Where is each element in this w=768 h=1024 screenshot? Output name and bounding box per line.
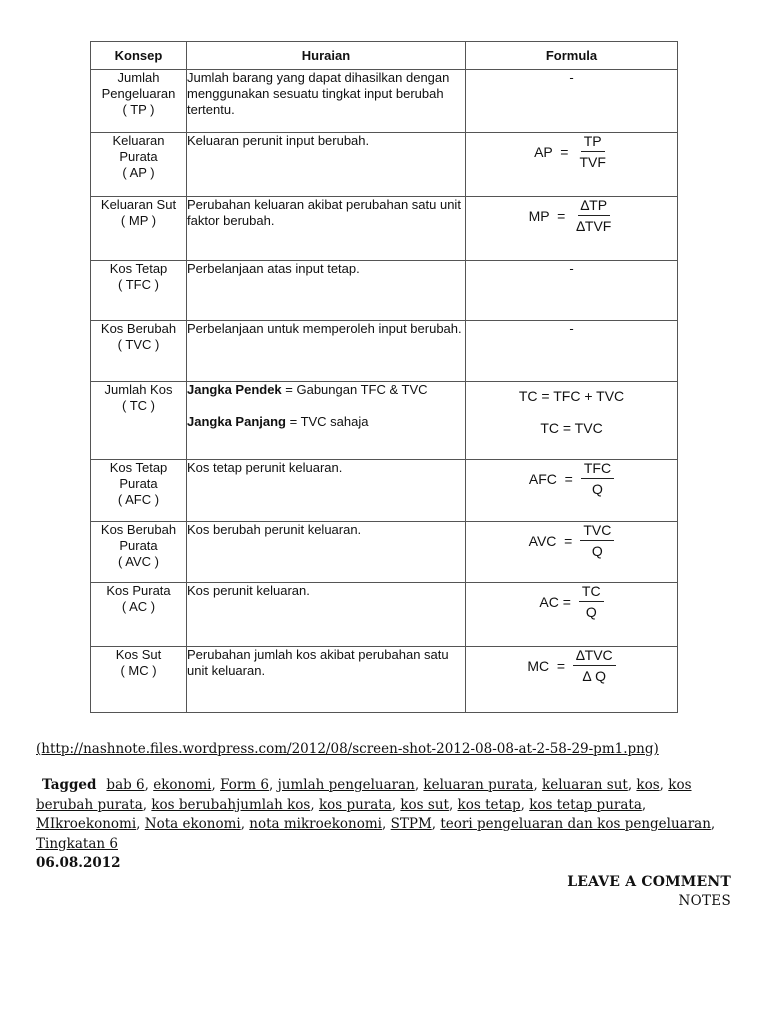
- konsep-cell: [91, 382, 187, 460]
- konsep-line: ( AFC ): [117, 492, 160, 507]
- formula-fraction: [529, 522, 615, 559]
- huraian-cell: [187, 522, 466, 583]
- fraction-numerator: TC: [579, 583, 604, 602]
- formula-cell: [466, 522, 678, 583]
- konsep-cell: [91, 197, 187, 261]
- konsep-line: Pengeluaran: [101, 86, 176, 101]
- konsep-line: Kos Tetap: [109, 460, 168, 475]
- formula-lhs: AFC =: [528, 470, 573, 487]
- fraction: [573, 647, 616, 684]
- konsep-line: ( TFC ): [118, 277, 159, 292]
- fraction-denominator: TVF: [579, 154, 606, 170]
- fraction: [581, 460, 614, 497]
- tag-link[interactable]: kos sut: [400, 796, 449, 813]
- concept-table-container: [90, 41, 677, 713]
- notes-category-link[interactable]: NOTES: [678, 893, 731, 909]
- formula-fraction: [527, 647, 615, 684]
- konsep-cell: [91, 133, 187, 197]
- table-row: [91, 382, 678, 460]
- tag-link[interactable]: kos berubahjumlah kos: [151, 796, 311, 813]
- table-row: [91, 70, 678, 133]
- formula-dash: -: [569, 321, 574, 336]
- konsep-line: ( MC ): [120, 663, 157, 678]
- konsep-line: ( AP ): [122, 165, 155, 180]
- formula-lhs: AVC =: [528, 532, 573, 549]
- table-row: [91, 522, 678, 583]
- tag-link[interactable]: kos tetap purata: [529, 796, 642, 813]
- konsep-line: Keluaran Sut: [100, 197, 177, 212]
- formula-cell: [466, 70, 678, 133]
- konsep-line: Jumlah Kos: [104, 382, 173, 397]
- fraction-numerator: TP: [581, 133, 605, 152]
- konsep-line: ( TP ): [122, 102, 155, 117]
- tagged-label: Tagged: [42, 777, 97, 793]
- fraction-numerator: TVC: [580, 522, 614, 541]
- konsep-line: Purata: [119, 149, 158, 164]
- post-date: 06.08.2012: [36, 855, 121, 871]
- konsep-line: Kos Berubah: [100, 321, 177, 336]
- konsep-line: ( TC ): [122, 398, 155, 413]
- huraian-cell: [187, 583, 466, 647]
- formula-cell: [466, 583, 678, 647]
- konsep-cell: [91, 647, 187, 713]
- konsep-cell: [91, 261, 187, 321]
- konsep-line: ( AVC ): [118, 554, 159, 569]
- tag-link[interactable]: kos purata: [318, 796, 392, 813]
- table-row: [91, 133, 678, 197]
- tag-list: bab 6, ekonomi, Form 6, jumlah pengeluaran, keluaran purata, keluaran sut, kos, kos berubah purata, kos berubahjumlah kos, kos purata, kos sut, kos tetap, kos tetap purata, MIkroekonomi, Nota ekonomi, nota mikroekonomi, STPM, teori pengeluaran dan kos pengeluaran, Tingkatan 6: [36, 777, 716, 852]
- fraction: [573, 197, 614, 234]
- formula-lhs: MP =: [528, 207, 566, 224]
- formula-cell: [466, 321, 678, 382]
- table-body: [91, 70, 678, 713]
- tag-link[interactable]: kos tetap: [457, 796, 521, 813]
- huraian-cell: [187, 460, 466, 522]
- formula-line: TC = TFC + TVC: [518, 388, 625, 404]
- konsep-line: Purata: [119, 476, 158, 491]
- konsep-line: ( MP ): [120, 213, 157, 228]
- konsep-line: Kos Berubah: [100, 522, 177, 537]
- header-huraian: Huraian: [187, 42, 466, 70]
- formula-line: TC = TVC: [540, 420, 603, 436]
- huraian-text: Jumlah barang yang dapat dihasilkan dengan menggunakan sesuatu tingkat input berubah tertentu.: [187, 70, 450, 117]
- konsep-line: Purata: [119, 538, 158, 553]
- konsep-line: Kos Sut: [115, 647, 162, 662]
- fraction-denominator: ∆TVF: [576, 218, 612, 234]
- fraction: [576, 133, 608, 170]
- konsep-cell: [91, 522, 187, 583]
- definition-line: [187, 382, 465, 398]
- tag-link[interactable]: nota mikroekonomi: [249, 816, 383, 832]
- konsep-line: ( TVC ): [117, 337, 160, 352]
- konsep-cell: [91, 321, 187, 382]
- leave-comment-link[interactable]: LEAVE A COMMENT: [567, 874, 731, 890]
- konsep-cell: [91, 460, 187, 522]
- fraction-numerator: ∆TP: [578, 197, 610, 216]
- table-row: [91, 460, 678, 522]
- huraian-cell: [187, 133, 466, 197]
- concept-table: [90, 41, 678, 713]
- tag-link[interactable]: teori pengeluaran dan kos pengeluaran: [440, 816, 711, 832]
- konsep-cell: [91, 583, 187, 647]
- definition-text: = TVC sahaja: [285, 414, 369, 429]
- table-row: [91, 583, 678, 647]
- definition-label: Jangka Pendek: [187, 382, 282, 397]
- huraian-cell: [187, 382, 466, 460]
- formula-fraction: [534, 133, 609, 170]
- formula-cell: [466, 133, 678, 197]
- tag-link[interactable]: jumlah pengeluaran: [277, 777, 415, 793]
- konsep-line: Keluaran: [112, 133, 165, 148]
- tag-link[interactable]: kos: [636, 777, 660, 793]
- huraian-text: Kos berubah perunit keluaran.: [187, 522, 362, 537]
- tag-link[interactable]: MIkroekonomi: [36, 816, 137, 832]
- konsep-line: Jumlah: [117, 70, 160, 85]
- fraction-numerator: ∆TVC: [573, 647, 616, 666]
- huraian-text: Perubahan jumlah kos akibat perubahan satu unit keluaran.: [187, 647, 449, 678]
- huraian-cell: [187, 70, 466, 133]
- source-link[interactable]: (http://nashnote.files.wordpress.com/2012/08/screen-shot-2012-08-08-at-2-58-29-pm1.png): [36, 741, 659, 757]
- huraian-cell: [187, 321, 466, 382]
- table-row: [91, 197, 678, 261]
- formula-lhs: AP =: [534, 143, 569, 160]
- formula-fraction: [539, 583, 603, 620]
- definition-label: Jangka Panjang: [187, 414, 286, 429]
- tag-link[interactable]: STPM: [390, 816, 432, 832]
- formula-dash: -: [569, 261, 574, 276]
- formula-cell: [466, 197, 678, 261]
- huraian-text: Kos tetap perunit keluaran.: [187, 460, 343, 475]
- table-header-row: [91, 42, 678, 70]
- definition-text: = Gabungan TFC & TVC: [281, 382, 428, 397]
- tag-link[interactable]: kos berubah purata: [36, 777, 692, 813]
- huraian-text: Keluaran perunit input berubah.: [187, 133, 370, 148]
- tag-link[interactable]: keluaran purata: [423, 777, 534, 793]
- tag-link[interactable]: bab 6: [106, 777, 145, 793]
- tag-link[interactable]: Form 6: [220, 777, 269, 793]
- tags-block: [36, 776, 726, 854]
- table-row: [91, 647, 678, 713]
- huraian-text: Perubahan keluaran akibat perubahan satu unit faktor berubah.: [187, 197, 461, 228]
- konsep-cell: [91, 70, 187, 133]
- formula-lhs: AC =: [539, 593, 571, 610]
- tag-link[interactable]: Nota ekonomi: [144, 816, 241, 832]
- fraction: [579, 583, 604, 620]
- fraction-denominator: Q: [591, 543, 603, 559]
- huraian-text: Perbelanjaan atas input tetap.: [187, 261, 360, 276]
- formula-cell: [466, 382, 678, 460]
- table-row: [91, 261, 678, 321]
- konsep-line: Kos Tetap: [109, 261, 168, 276]
- fraction-denominator: Q: [592, 481, 603, 497]
- tag-link[interactable]: Tingkatan 6: [36, 835, 118, 852]
- huraian-text: Kos perunit keluaran.: [187, 583, 310, 598]
- formula-lhs: MC =: [527, 657, 566, 674]
- header-konsep: Konsep: [91, 42, 187, 70]
- tag-link[interactable]: keluaran sut: [542, 777, 628, 793]
- fraction-denominator: Q: [585, 604, 597, 620]
- huraian-cell: [187, 197, 466, 261]
- konsep-line: Kos Purata: [106, 583, 171, 598]
- fraction-numerator: TFC: [581, 460, 614, 479]
- fraction: [580, 522, 614, 559]
- formula-dash: -: [569, 70, 574, 85]
- formula-fraction: [529, 460, 614, 497]
- table-row: [91, 321, 678, 382]
- formula-cell: [466, 647, 678, 713]
- formula-cell: [466, 261, 678, 321]
- definition-line: [187, 414, 465, 430]
- formula-fraction: [529, 197, 615, 234]
- formula-cell: [466, 460, 678, 522]
- konsep-line: ( AC ): [121, 599, 156, 614]
- tag-link[interactable]: ekonomi: [153, 777, 212, 793]
- huraian-text: Perbelanjaan untuk memperoleh input berubah.: [187, 321, 462, 336]
- huraian-cell: [187, 647, 466, 713]
- header-formula: Formula: [466, 42, 678, 70]
- huraian-cell: [187, 261, 466, 321]
- fraction-denominator: ∆ Q: [582, 668, 607, 684]
